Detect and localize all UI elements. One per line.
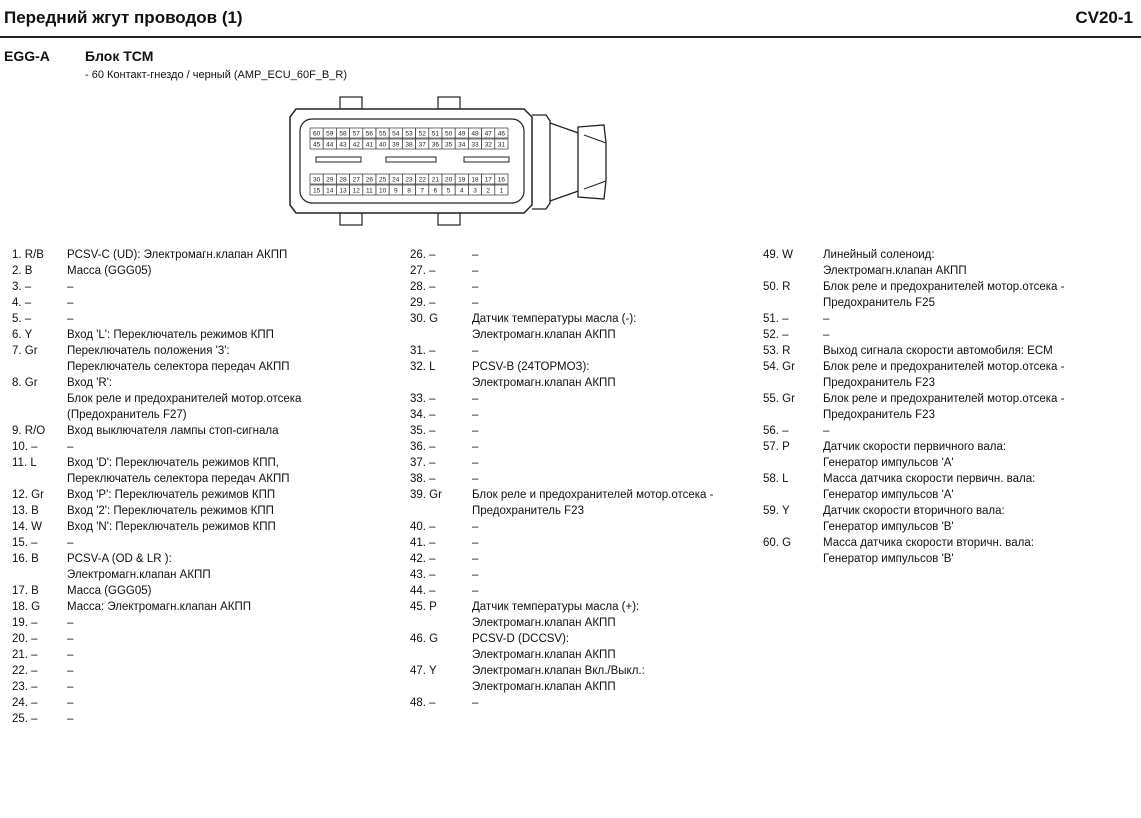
pin-number: 37. – <box>410 457 436 469</box>
pin-label: 7 <box>420 187 425 195</box>
pin-label: 12 <box>352 187 360 195</box>
pin-description: Выход сигнала скорости автомобиля: ECM <box>823 345 1053 357</box>
pin-label: 6 <box>433 187 438 195</box>
pin-number: 21. – <box>12 649 38 661</box>
pin-description: Датчик скорости вторичного вала: Генератор импульсов 'B' <box>823 505 1005 533</box>
pin-row <box>12 519 352 535</box>
pin-row <box>763 279 1133 311</box>
pin-row <box>410 247 750 263</box>
pin-label: 19 <box>458 176 466 184</box>
pin-description: – <box>472 425 479 437</box>
pin-label: 53 <box>405 130 413 138</box>
pin-label: 32 <box>484 141 492 149</box>
pin-label: 59 <box>326 130 334 138</box>
pin-row <box>12 647 352 663</box>
pin-label: 13 <box>339 187 347 195</box>
pin-description: Вход 'D': Переключатель режимов КПП, Переключатель селектора передач АКПП <box>67 457 290 485</box>
pin-number: 35. – <box>410 425 436 437</box>
pin-number: 6. Y <box>12 329 33 341</box>
pin-row <box>12 663 352 679</box>
pin-number: 45. P <box>410 601 437 613</box>
pin-row <box>410 279 750 295</box>
pin-label: 24 <box>392 176 400 184</box>
pin-row <box>12 247 352 263</box>
pin-description: Блок реле и предохранителей мотор.отсека - Предохранитель F23 <box>823 361 1065 389</box>
pin-description: Масса датчика скорости первичн. вала: Генератор импульсов 'A' <box>823 473 1036 501</box>
pin-label: 8 <box>407 187 411 195</box>
pin-number: 3. – <box>12 281 32 293</box>
pin-number: 8. Gr <box>12 377 38 389</box>
pin-label: 2 <box>486 187 491 195</box>
pin-description: Вход '2': Переключатель режимов КПП <box>67 505 274 517</box>
pin-number: 54. Gr <box>763 361 795 373</box>
pin-label: 34 <box>458 141 466 149</box>
pin-number: 38. – <box>410 473 436 485</box>
pin-number: 23. – <box>12 681 38 693</box>
pin-number: 59. Y <box>763 505 790 517</box>
pin-row <box>763 439 1133 471</box>
pin-label: 4 <box>459 187 464 195</box>
pin-label: 23 <box>405 176 413 184</box>
pin-number: 53. R <box>763 345 791 357</box>
pin-number: 25. – <box>12 713 38 725</box>
pin-number: 42. – <box>410 553 436 565</box>
pin-description: – <box>67 713 74 725</box>
pin-description: – <box>472 441 479 453</box>
pin-row <box>410 519 750 535</box>
pin-number: 58. L <box>763 473 789 485</box>
page-title: Передний жгут проводов (1) <box>4 8 243 27</box>
pin-column-1 <box>12 247 352 727</box>
pin-label: 28 <box>339 176 347 184</box>
pin-row <box>12 327 352 343</box>
pin-label: 41 <box>365 141 374 149</box>
pin-description: Переключатель положения '3': Переключатель селектора передач АКПП <box>67 345 290 373</box>
pin-description: PCSV-D (DCCSV): Электромагн.клапан АКПП <box>472 633 616 661</box>
pin-description: – <box>472 537 479 549</box>
pin-row <box>12 711 352 727</box>
pin-row <box>12 487 352 503</box>
pin-label: 52 <box>418 130 426 138</box>
pin-label: 37 <box>418 141 426 149</box>
pin-row <box>763 391 1133 423</box>
pin-description: – <box>472 281 479 293</box>
pin-label: 33 <box>471 141 479 149</box>
pin-row <box>12 503 352 519</box>
pin-description: Линейный соленоид: Электромагн.клапан АКПП <box>823 249 967 277</box>
pin-label: 20 <box>444 176 453 184</box>
pin-description: – <box>67 297 74 309</box>
pin-label: 58 <box>339 130 347 138</box>
pin-number: 43. – <box>410 569 436 581</box>
pin-description: Масса (GGG05) <box>67 265 152 277</box>
pin-label: 46 <box>497 130 506 138</box>
pin-row <box>410 551 750 567</box>
pin-row <box>410 423 750 439</box>
pin-description: Блок реле и предохранителей мотор.отсека - Предохранитель F23 <box>823 393 1065 421</box>
pin-row <box>410 631 750 663</box>
pin-description: Вход 'R': Блок реле и предохранителей мотор.отсека (Предохранитель F27) <box>67 377 302 421</box>
pin-row <box>763 247 1133 279</box>
pin-row <box>410 311 750 343</box>
pin-number: 16. B <box>12 553 39 565</box>
pin-row <box>12 631 352 647</box>
pin-label: 16 <box>497 176 506 184</box>
connector-drawing <box>288 95 618 235</box>
pin-description: – <box>67 649 74 661</box>
page-code: CV20-1 <box>1075 8 1133 27</box>
pin-row <box>410 343 750 359</box>
pin-row <box>410 599 750 631</box>
pin-row <box>410 663 750 695</box>
pin-description: – <box>472 265 479 277</box>
pin-row <box>410 535 750 551</box>
pin-label: 57 <box>352 130 360 138</box>
pin-row <box>763 503 1133 535</box>
pin-label: 60 <box>312 130 321 138</box>
pin-number: 55. Gr <box>763 393 795 405</box>
pin-number: 2. B <box>12 265 33 277</box>
pin-description: – <box>67 633 74 645</box>
pin-description: Датчик скорости первичного вала: Генератор импульсов 'A' <box>823 441 1007 469</box>
pin-row <box>12 263 352 279</box>
pin-label: 14 <box>326 187 334 195</box>
pin-description: – <box>67 697 74 709</box>
pin-row <box>410 359 750 391</box>
pin-description: Электромагн.клапан Вкл./Выкл.: Электромагн.клапан АКПП <box>472 665 645 693</box>
pin-row <box>763 311 1133 327</box>
pin-description: Блок реле и предохранителей мотор.отсека - Предохранитель F25 <box>823 281 1065 309</box>
pin-description: – <box>472 409 479 421</box>
pin-number: 60. G <box>763 537 792 549</box>
pin-description: – <box>67 665 74 677</box>
pin-row <box>12 375 352 423</box>
pin-row <box>12 583 352 599</box>
connector-diagram <box>288 95 618 235</box>
pin-number: 5. – <box>12 313 32 325</box>
pin-row <box>12 439 352 455</box>
pin-number: 52. – <box>763 329 789 341</box>
pin-description: – <box>67 281 74 293</box>
pin-label: 35 <box>444 141 453 149</box>
pin-description: – <box>472 521 479 533</box>
pin-label: 45 <box>312 141 321 149</box>
pin-row <box>12 311 352 327</box>
pin-description: – <box>67 537 74 549</box>
pin-description: Масса: Электромагн.клапан АКПП <box>67 601 251 613</box>
pin-label: 47 <box>484 130 492 138</box>
pin-row <box>763 471 1133 503</box>
pin-number: 11. L <box>12 457 37 469</box>
pin-description: – <box>472 585 479 597</box>
pin-number: 51. – <box>763 313 789 325</box>
pin-row <box>12 423 352 439</box>
pin-row <box>12 599 352 615</box>
pin-number: 34. – <box>410 409 436 421</box>
pin-description: Вход 'N': Переключатель режимов КПП <box>67 521 276 533</box>
pin-row <box>410 471 750 487</box>
pin-label: 40 <box>378 141 387 149</box>
pin-row <box>12 551 352 583</box>
pin-description: – <box>472 393 479 405</box>
pin-number: 17. B <box>12 585 39 597</box>
pin-description: Датчик температуры масла (-): Электромагн.клапан АКПП <box>472 313 637 341</box>
pin-row <box>410 407 750 423</box>
pin-description: – <box>472 569 479 581</box>
pin-number: 49. W <box>763 249 794 261</box>
pin-row <box>410 487 750 519</box>
pin-number: 22. – <box>12 665 38 677</box>
pin-label: 54 <box>392 130 400 138</box>
pin-row <box>12 455 352 487</box>
pin-number: 48. – <box>410 697 436 709</box>
pin-row <box>410 583 750 599</box>
pin-number: 10. – <box>12 441 38 453</box>
pin-description: – <box>67 617 74 629</box>
pin-row <box>12 343 352 375</box>
pin-label: 55 <box>378 130 387 138</box>
pin-number: 46. G <box>410 633 439 645</box>
pin-label: 27 <box>352 176 360 184</box>
pin-number: 14. W <box>12 521 43 533</box>
pin-number: 39. Gr <box>410 489 442 501</box>
pin-description: PCSV-A (OD & LR ): Электромагн.клапан АКПП <box>67 553 211 581</box>
pin-label: 26 <box>365 176 374 184</box>
pin-row <box>763 423 1133 439</box>
pin-label: 48 <box>471 130 479 138</box>
pin-label: 36 <box>431 141 440 149</box>
pin-label: 49 <box>458 130 466 138</box>
pin-label: 9 <box>393 187 398 195</box>
pin-description: – <box>472 473 479 485</box>
page-header <box>0 0 1141 38</box>
pin-description: – <box>472 553 479 565</box>
pin-label: 5 <box>446 187 451 195</box>
pin-label: 17 <box>484 176 492 184</box>
pin-description: Масса (GGG05) <box>67 585 152 597</box>
pin-number: 29. – <box>410 297 436 309</box>
pin-row <box>763 535 1133 567</box>
pin-number: 50. R <box>763 281 791 293</box>
pin-description: – <box>67 681 74 693</box>
pin-label: 21 <box>431 176 440 184</box>
pin-number: 1. R/B <box>12 249 44 261</box>
pin-row <box>410 567 750 583</box>
pin-number: 20. – <box>12 633 38 645</box>
pin-description: Масса датчика скорости вторичн. вала: Генератор импульсов 'B' <box>823 537 1034 565</box>
pin-label: 25 <box>378 176 387 184</box>
pin-row <box>763 343 1133 359</box>
pin-row <box>410 439 750 455</box>
pin-label: 29 <box>326 176 334 184</box>
pin-row <box>12 279 352 295</box>
pin-row <box>410 695 750 711</box>
pin-label: 31 <box>497 141 506 149</box>
pin-number: 12. Gr <box>12 489 44 501</box>
pin-row <box>12 535 352 551</box>
pin-label: 51 <box>431 130 440 138</box>
pin-number: 27. – <box>410 265 436 277</box>
pin-number: 36. – <box>410 441 436 453</box>
pin-number: 40. – <box>410 521 436 533</box>
pin-label: 18 <box>471 176 479 184</box>
pin-label: 42 <box>352 141 360 149</box>
pin-row <box>410 391 750 407</box>
pin-label: 50 <box>444 130 453 138</box>
pin-number: 30. G <box>410 313 439 325</box>
pin-row <box>410 455 750 471</box>
connector-description: - 60 Контакт-гнездо / черный (AMP_ECU_60F_B_R) <box>85 69 347 81</box>
pin-number: 41. – <box>410 537 436 549</box>
pin-label: 38 <box>405 141 413 149</box>
pin-description: – <box>67 441 74 453</box>
pin-row <box>12 679 352 695</box>
pin-label: 22 <box>418 176 426 184</box>
pin-label: 1 <box>499 187 504 195</box>
pin-label: 39 <box>392 141 400 149</box>
pin-number: 13. B <box>12 505 39 517</box>
pin-description: – <box>823 329 830 341</box>
pin-number: 33. – <box>410 393 436 405</box>
pin-label: 3 <box>473 187 477 195</box>
pin-row <box>12 695 352 711</box>
connector-name: Блок ТСМ <box>85 48 154 64</box>
pin-number: 15. – <box>12 537 38 549</box>
pin-number: 19. – <box>12 617 38 629</box>
pin-description: Вход выключателя лампы стоп-сигнала <box>67 425 279 437</box>
pin-row <box>12 295 352 311</box>
pin-description: – <box>472 297 479 309</box>
pin-row <box>763 359 1133 391</box>
pin-column-3 <box>763 247 1133 567</box>
pin-description: – <box>472 697 479 709</box>
pin-column-2 <box>410 247 750 711</box>
pin-label: 43 <box>339 141 347 149</box>
pin-number: 18. G <box>12 601 41 613</box>
pin-row <box>410 295 750 311</box>
pin-label: 11 <box>366 187 373 195</box>
pin-description: – <box>67 313 74 325</box>
pin-description: – <box>472 345 479 357</box>
pin-label: 44 <box>326 141 334 149</box>
pin-description: – <box>823 313 830 325</box>
pin-number: 47. Y <box>410 665 437 677</box>
pin-description: – <box>472 457 479 469</box>
pin-number: 7. Gr <box>12 345 38 357</box>
pin-row <box>12 615 352 631</box>
pin-label: 15 <box>312 187 321 195</box>
pin-label: 56 <box>365 130 374 138</box>
pin-row <box>763 327 1133 343</box>
pin-description: – <box>823 425 830 437</box>
pin-number: 26. – <box>410 249 436 261</box>
pin-label: 30 <box>312 176 321 184</box>
pin-description: Блок реле и предохранителей мотор.отсека - Предохранитель F23 <box>472 489 714 517</box>
pin-number: 9. R/O <box>12 425 46 437</box>
pin-number: 32. L <box>410 361 436 373</box>
pin-number: 57. P <box>763 441 790 453</box>
pin-number: 28. – <box>410 281 436 293</box>
pin-number: 31. – <box>410 345 436 357</box>
connector-id: EGG-A <box>4 48 50 64</box>
pin-number: 4. – <box>12 297 32 309</box>
pin-description: Датчик температуры масла (+): Электромагн.клапан АКПП <box>472 601 640 629</box>
pin-label: 10 <box>378 187 387 195</box>
pin-description: Вход 'L': Переключатель режимов КПП <box>67 329 274 341</box>
pin-description: Вход 'P': Переключатель режимов КПП <box>67 489 276 501</box>
pin-row <box>410 263 750 279</box>
pin-number: 24. – <box>12 697 38 709</box>
pin-description: – <box>472 249 479 261</box>
pin-description: PCSV-C (UD): Электромагн.клапан АКПП <box>67 249 288 261</box>
pin-description: PCSV-B (24ТОРМОЗ): Электромагн.клапан АКПП <box>472 361 616 389</box>
pin-number: 56. – <box>763 425 789 437</box>
pin-number: 44. – <box>410 585 436 597</box>
